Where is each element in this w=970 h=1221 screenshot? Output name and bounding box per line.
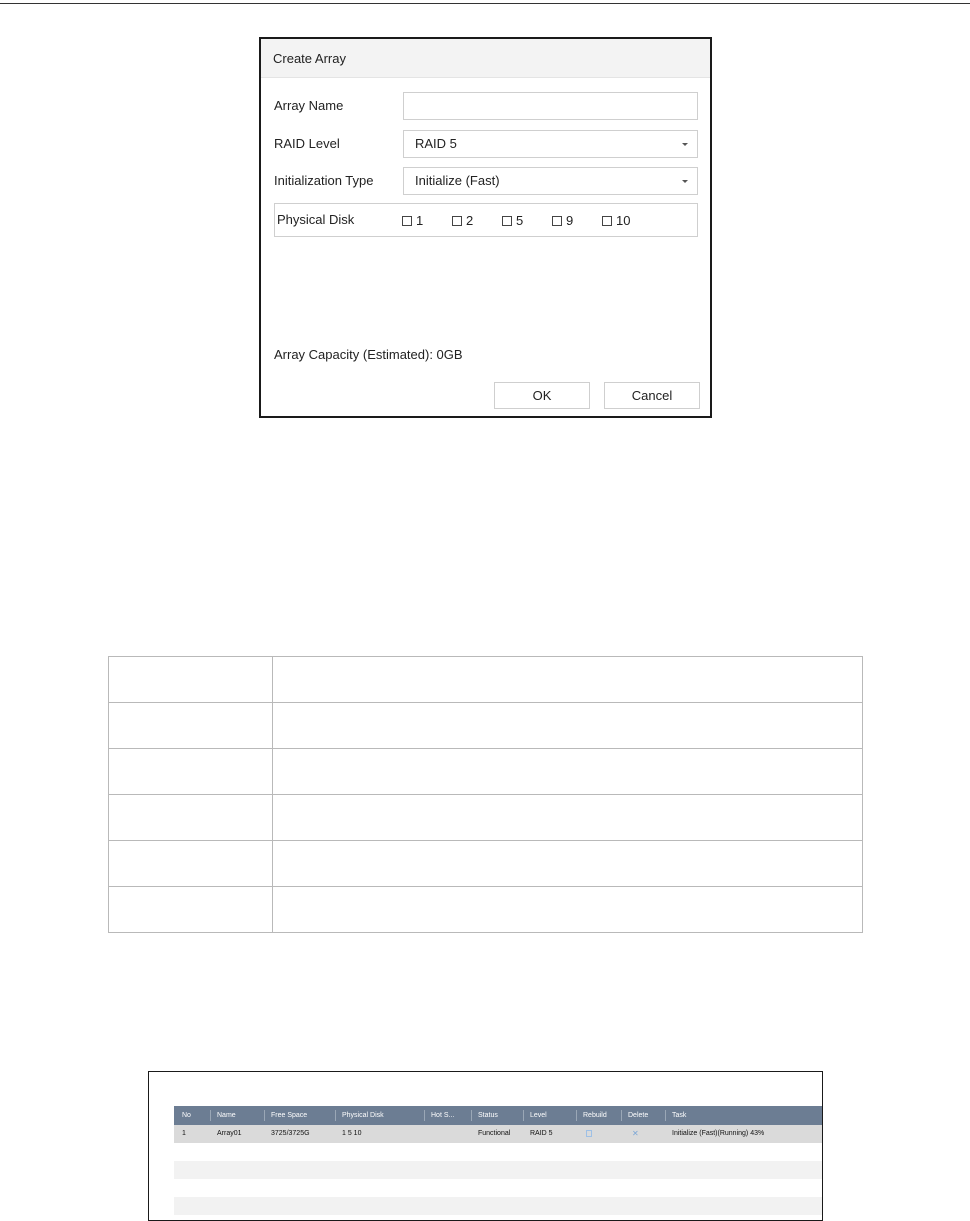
raid-level-row <box>274 130 698 158</box>
disk-label: 2 <box>466 213 474 228</box>
checkbox-icon[interactable] <box>402 216 412 226</box>
array-name-input[interactable] <box>415 94 683 118</box>
page-top-rule <box>0 3 970 4</box>
array-list-table <box>174 1106 823 1221</box>
init-type-row <box>274 167 698 195</box>
column-header-status[interactable]: Status <box>478 1112 498 1119</box>
array-name-field[interactable] <box>403 92 698 120</box>
table-row <box>109 657 863 703</box>
row-free-space: 3725/3725G <box>271 1130 310 1137</box>
checkbox-icon[interactable] <box>502 216 512 226</box>
table-cell <box>273 749 863 795</box>
ok-button[interactable]: OK <box>494 382 590 409</box>
column-divider <box>576 1110 577 1121</box>
physical-disk-label: Physical Disk <box>277 212 355 227</box>
table-cell <box>109 795 273 841</box>
table-cell <box>109 703 273 749</box>
close-icon[interactable]: ✕ <box>632 1129 639 1138</box>
checkbox-icon[interactable] <box>452 216 462 226</box>
row-no: 1 <box>182 1130 186 1137</box>
table-row <box>174 1215 823 1221</box>
table-cell <box>109 887 273 933</box>
raid-level-value: RAID 5 <box>415 136 457 151</box>
checkbox-icon[interactable] <box>552 216 562 226</box>
table-row <box>174 1143 823 1161</box>
table-row[interactable] <box>174 1125 823 1143</box>
column-header-delete[interactable]: Delete <box>628 1112 649 1119</box>
array-name-row <box>274 92 698 120</box>
physical-disk-group <box>274 203 698 237</box>
column-header-name[interactable]: Name <box>217 1112 236 1119</box>
column-divider <box>264 1110 265 1121</box>
column-header-level[interactable]: Level <box>530 1112 547 1119</box>
table-row <box>109 841 863 887</box>
column-divider <box>335 1110 336 1121</box>
column-header-rebuild[interactable]: Rebuild <box>583 1112 607 1119</box>
column-header-free-space[interactable]: Free Space <box>271 1112 308 1119</box>
row-physical-disk: 1 5 10 <box>342 1130 362 1137</box>
table-cell <box>273 841 863 887</box>
table-row <box>109 887 863 933</box>
row-status: Functional <box>478 1130 511 1137</box>
column-header-physical-disk[interactable]: Physical Disk <box>342 1112 384 1119</box>
disk-label: 5 <box>516 213 524 228</box>
table-row <box>109 749 863 795</box>
disk-label: 10 <box>616 213 631 228</box>
disk-checkbox-9[interactable] <box>552 213 573 228</box>
table-row <box>109 795 863 841</box>
disk-checkbox-10[interactable] <box>602 213 630 228</box>
column-divider <box>523 1110 524 1121</box>
column-divider <box>471 1110 472 1121</box>
table-cell <box>273 795 863 841</box>
empty-table <box>108 656 863 933</box>
init-type-value: Initialize (Fast) <box>415 173 500 188</box>
edit-icon[interactable] <box>586 1130 592 1137</box>
table-row <box>109 703 863 749</box>
row-name: Array01 <box>217 1130 242 1137</box>
array-list-panel <box>148 1071 823 1221</box>
disk-checkbox-5[interactable] <box>502 213 523 228</box>
checkbox-icon[interactable] <box>602 216 612 226</box>
table-cell <box>109 749 273 795</box>
table-cell <box>273 703 863 749</box>
disk-checkbox-1[interactable] <box>402 213 423 228</box>
init-type-select[interactable] <box>403 167 698 195</box>
disk-label: 9 <box>566 213 574 228</box>
array-capacity-text: Array Capacity (Estimated): 0GB <box>274 347 463 362</box>
chevron-down-icon <box>682 143 688 146</box>
row-task: Initialize (Fast)(Running) 43% <box>672 1130 765 1137</box>
raid-level-select[interactable] <box>403 130 698 158</box>
row-level: RAID 5 <box>530 1130 553 1137</box>
table-header <box>174 1106 823 1125</box>
table-cell <box>109 657 273 703</box>
dialog-title: Create Array <box>261 39 710 78</box>
table-cell <box>273 657 863 703</box>
column-divider <box>210 1110 211 1121</box>
table-row <box>174 1179 823 1197</box>
column-divider <box>424 1110 425 1121</box>
init-type-label: Initialization Type <box>274 173 374 188</box>
column-header-task[interactable]: Task <box>672 1112 687 1119</box>
table-row <box>174 1161 823 1179</box>
create-array-dialog <box>259 37 712 418</box>
column-divider <box>621 1110 622 1121</box>
array-name-label: Array Name <box>274 98 344 113</box>
column-divider <box>665 1110 666 1121</box>
column-header-hot-spare[interactable]: Hot S... <box>431 1112 455 1119</box>
column-header-no[interactable]: No <box>182 1112 191 1119</box>
cancel-button[interactable]: Cancel <box>604 382 700 409</box>
raid-level-label: RAID Level <box>274 136 340 151</box>
table-cell <box>273 887 863 933</box>
disk-label: 1 <box>416 213 424 228</box>
disk-checkbox-2[interactable] <box>452 213 473 228</box>
chevron-down-icon <box>682 180 688 183</box>
table-cell <box>109 841 273 887</box>
table-row <box>174 1197 823 1215</box>
